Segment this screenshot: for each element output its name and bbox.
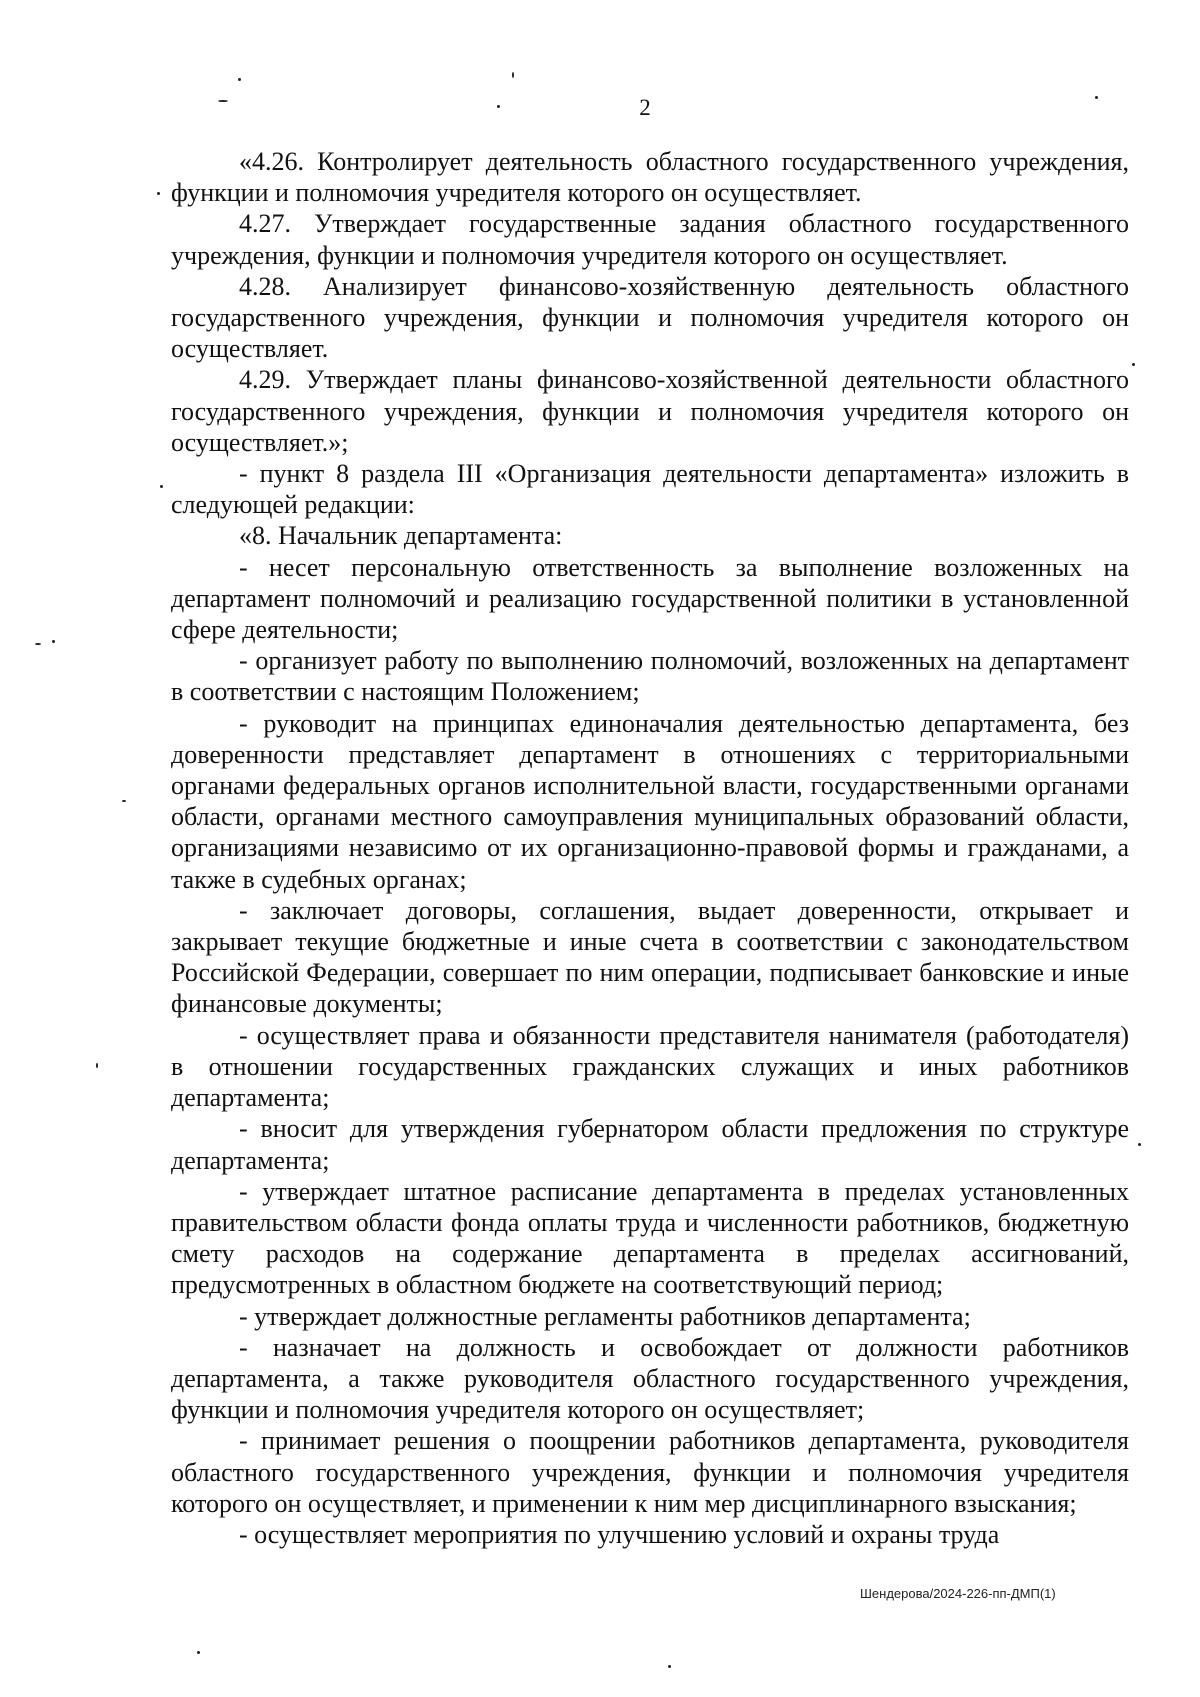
scan-speck — [52, 640, 55, 643]
paragraph: 4.29. Утверждает планы финансово-хозяйственной деятельности областного государственного учреждения, функции и полномочия учредителя которого он осуществляет.»; — [171, 365, 1129, 457]
paragraph: - утверждает должностные регламенты работников департамента; — [239, 1301, 971, 1331]
scan-speck — [122, 800, 126, 802]
paragraph: «8. Начальник департамента: — [239, 521, 563, 551]
footer-document-code: Шендерова/2024-226-пп-ДМП(1) — [860, 1586, 1056, 1601]
paragraph: - принимает решения о поощрении работников департамента, руководителя областного государственного учреждения, функции и полномочия учредителя которого он осуществляет, и применении к ним мер дисциплинарного взыскания; — [171, 1426, 1129, 1518]
scan-speck — [197, 1651, 200, 1654]
paragraph: «4.26. Контролирует деятельность областного государственного учреждения, функции и полномочия учредителя которого он осуществляет. — [171, 147, 1129, 208]
paragraph: - назначает на должность и освобождает от должности работников департамента, а также руководителя областного государственного учреждения, функции и полномочия учредителя которого он осуществляет; — [171, 1332, 1129, 1425]
paragraph: 4.28. Анализирует финансово-хозяйственную деятельность областного государственного учреждения, функции и полномочия учредителя которого он осуществляет. — [171, 271, 1129, 364]
paragraph: - вносит для утверждения губернатором области предложения по структуре департамента; — [171, 1114, 1129, 1175]
scan-speck — [1095, 96, 1098, 99]
paragraph: - несет персональную ответственность за выполнение возложенных на департамент полномочий и реализацию государственной политики в установленной сфере деятельности; — [171, 552, 1129, 645]
paragraph: - руководит на принципах единоначалия деятельностью департамента, без доверенности представляет департамент в отношениях с территориальными органами федеральных органов исполнительной власти, государственными органами области, органами местного самоуправления муниципальных образований области, организациями независимо от их организационно-правовой формы и гражданами, а также в судебных органах; — [171, 708, 1129, 894]
scan-speck — [1132, 363, 1135, 366]
scan-speck — [96, 1063, 98, 1068]
paragraph: - заключает договоры, соглашения, выдает доверенности, открывает и закрывает текущие бюджетные и иные счета в соответствии с законодательством Российской Федерации, совершает по ним операции, подписывает банковские и иные финансовые документы; — [171, 895, 1129, 1019]
scan-speck — [512, 72, 514, 78]
scan-speck — [35, 643, 41, 645]
paragraph: - пункт 8 раздела III «Организация деятельности департамента» изложить в следующей редакции: — [171, 459, 1129, 520]
paragraph: - утверждает штатное расписание департамента в пределах установленных правительством области фонда оплаты труда и численности работников, бюджетную смету расходов на содержание департамента в пределах ассигнований, предусмотренных в областном бюджете на соответствующий период; — [171, 1176, 1129, 1300]
paragraph: 4.27. Утверждает государственные задания областного государственного учреждения, функции и полномочия учредителя которого он осуществляет. — [171, 209, 1129, 270]
paragraph: - организует работу по выполнению полномочий, возложенных на департамент в соответствии с настоящим Положением; — [171, 646, 1129, 707]
scan-speck — [668, 1665, 671, 1668]
scan-speck — [238, 78, 241, 81]
scan-speck — [497, 105, 500, 108]
scan-speck — [218, 100, 228, 102]
scan-speck — [157, 192, 160, 195]
paragraph: - осуществляет мероприятия по улучшению условий и охраны труда — [239, 1519, 1000, 1549]
paragraph: - осуществляет права и обязанности представителя нанимателя (работодателя) в отношении государственных гражданских служащих и иных работников департамента; — [171, 1020, 1129, 1113]
scan-speck — [160, 485, 163, 488]
document-body — [171, 146, 1129, 1550]
scan-speck — [1138, 1143, 1141, 1146]
page-number: 2 — [639, 95, 651, 120]
